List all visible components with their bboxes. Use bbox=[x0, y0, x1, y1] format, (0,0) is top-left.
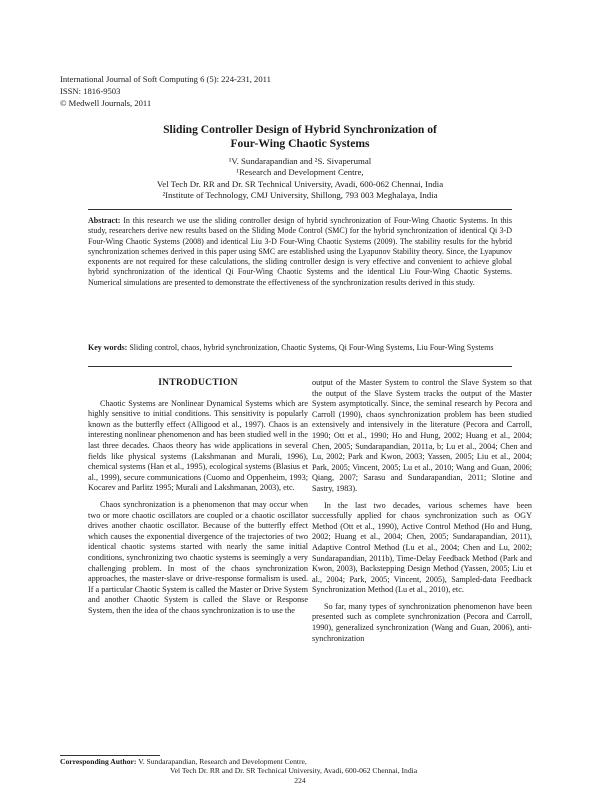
affiliation-1: ¹Research and Development Centre, bbox=[236, 167, 364, 178]
footnote-line-2-wrap bbox=[60, 766, 600, 785]
keywords bbox=[88, 343, 512, 353]
page-number: 224 bbox=[294, 776, 306, 785]
affiliation-3: ²Institute of Technology, CMJ University, Shillong, 793 003 Meghalaya, India bbox=[162, 190, 438, 201]
intro-paragraph: Chaos synchronization is a phenomenon that may occur when two or more chaotic oscillators are coupled or a chaotic oscillator drives another chaotic oscillator. Because of the butterfly effect which causes the exponential divergence of the trajectories of two identical chaotic systems started with nearly the same initial conditions, synchronizing two chaotic systems is seemingly a very challenging problem. In most of the chaos synchronization approaches, the master-slave or drive-response formalism is used. If a particular Chaotic System is called the Master or Drive System and another Chaotic System is called the Slave or Response System, then the idea of the chaos synchronization is to use the bbox=[88, 499, 308, 615]
column-right bbox=[312, 378, 532, 650]
journal-citation: International Journal of Soft Computing 6 (5): 224-231, 2011 bbox=[60, 74, 271, 84]
journal-issn: ISSN: 1816-9503 bbox=[60, 86, 121, 96]
footnote-label: Corresponding Author: bbox=[60, 757, 137, 766]
author-names: ¹V. Sundarapandian and ²S. Sivaperumal bbox=[228, 156, 372, 166]
title-line-1: Sliding Controller Design of Hybrid Synchronization of bbox=[163, 123, 437, 136]
column-left bbox=[88, 378, 308, 622]
abstract-text: In this research we use the sliding controller design of hybrid synchronization of Four-Wing Chaotic Systems. In this study, researchers derive new results based on the Sliding Mode Control (SMC) for the hybrid synchronization of identical Qi 3-D Four-Wing Chaotic Systems (2008) and identical Liu 3-D Four-Wing Chaotic Systems (2009). The stability results for the hybrid synchronization schemes derived in this paper using SMC are established using the Lyapunov Stability theory. Since, the Lyapunov exponents are not required for these calculations, the sliding controller design is very effective and convenient to achieve global hybrid synchronization of the identical Qi Four-Wing Chaotic Systems and the identical Liu Four-Wing Chaotic Systems. Numerical simulations are presented to demonstrate the effectiveness of the synchronization results derived in this study. bbox=[88, 216, 512, 287]
abstract-label: Abstract: bbox=[88, 216, 121, 225]
intro-heading: INTRODUCTION bbox=[158, 378, 238, 388]
abstract bbox=[88, 209, 512, 288]
paper-title bbox=[60, 123, 540, 151]
footnote-line-1: V. Sundarapandian, Research and Development Centre, bbox=[136, 757, 307, 766]
author-block bbox=[60, 156, 540, 202]
affiliation-2: Vel Tech Dr. RR and Dr. SR Technical University, Avadi, 600-062 Chennai, India bbox=[156, 178, 444, 189]
keywords-text: Sliding control, chaos, hybrid synchronization, Chaotic Systems, Qi Four-Wing Systems, Liu Four-Wing Systems bbox=[127, 343, 494, 352]
intro-paragraph: output of the Master System to control the Slave System so that the output of the Slave System tracks the output of the Master System asymptotically. Since, the seminal research by Pecora and Carroll (1990), chaos synchronization problem has been studied extensively and intensively in the literature (Pecora and Carroll, 1990; Ott et al., 1990; Ho and Hung, 2002; Huang et al., 2004; Chen, 2005; Sundarapandian, 2011a, b; Lu et al., 2004; Chen and Lu, 2002; Park and Kwon, 2003; Yassen, 2005; Liu et al., 2004; Park, 2005; Vincent, 2005; Lu et al., 2010; Wang and Guan, 2006; Qiang, 2007; Sarasu and Sundarapandian, 2011; Slotine and Sastry, 1983). bbox=[312, 378, 532, 493]
intro-paragraph: So far, many types of synchronization phenomenon have been presented such as complete synchronization (Pecora and Carroll, 1990), generalized synchronization (Wang and Guan, 2006), anti-synchronization bbox=[312, 601, 532, 643]
title-line-2: Four-Wing Chaotic Systems bbox=[230, 137, 370, 150]
journal-copyright: © Medwell Journals, 2011 bbox=[60, 98, 152, 108]
journal-header bbox=[60, 73, 271, 109]
keywords-label: Key words: bbox=[88, 343, 128, 352]
footnote-rule bbox=[60, 755, 160, 756]
section-divider bbox=[88, 366, 512, 367]
footnote-line-2: Vel Tech Dr. RR and Dr. SR Technical University, Avadi, 600-062 Chennai, India bbox=[170, 766, 418, 775]
intro-paragraph: In the last two decades, various schemes have been successfully applied for chaos synchronization such as OGY Method (Ott et al., 1990), Active Control Method (Ho and Hung, 2002; Huang et al., 2004; Chen, 2005; Sundarapandian, 2011), Adaptive Control Method (Lu et al., 2004; Chen and Lu, 2002; Sundarapandian, 2011b), Time-Delay Feedback Method (Park and Kwon, 2003), Backstepping Design Method (Yassen, 2005; Liu et al., 2004; Park, 2005; Vincent, 2005), Sampled-data Feedback Synchronization Method (Lu et al., 2010), etc. bbox=[312, 500, 532, 595]
intro-paragraph: Chaotic Systems are Nonlinear Dynamical Systems which are highly sensitive to initial conditions. This sensitivity is popularly known as the butterfly effect (Alligood et al., 1997). Chaos is an interesting nonlinear phenomenon and has been studied well in the last three decades. Chaos theory has wide applications in several fields like physical systems (Lakshmanan and Murali, 1996), chemical systems (Han et al., 1995), ecological systems (Blasius et al., 1999), secure communications (Cuomo and Oppenheim, 1993; Kocarev and Parlitz 1995; Murali and Lakshmanan, 2003), etc. bbox=[88, 398, 308, 493]
